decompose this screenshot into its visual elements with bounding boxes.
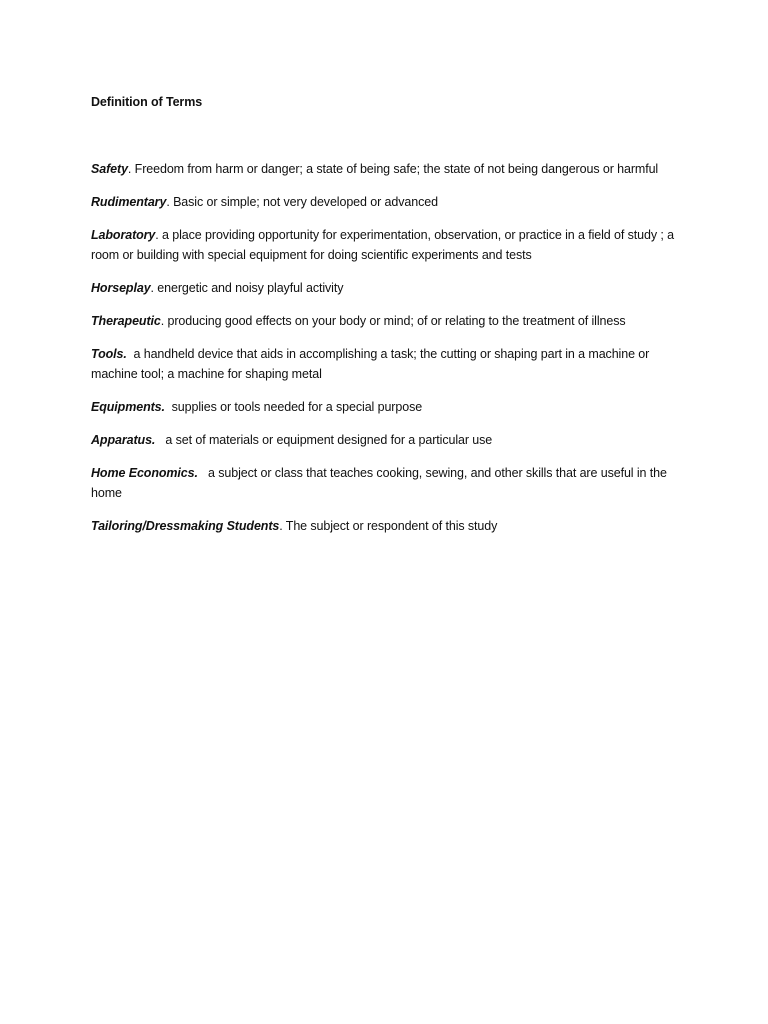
page-title: Definition of Terms (91, 95, 203, 109)
definition-item-therapeutic (91, 311, 681, 331)
term-definition: a set of materials or equipment designed for a particular use (165, 433, 493, 447)
term-definition: The subject or respondent of this study (285, 519, 498, 533)
term-separator: . (127, 162, 135, 176)
term-name: Tools. (91, 347, 127, 361)
term-definition: energetic and noisy playful activity (157, 281, 344, 295)
term-definition: a handheld device that aids in accomplishing a task; the cutting or shaping part in a machine or machine tool; a machine for shaping metal (91, 347, 650, 381)
term-definition: supplies or tools needed for a special purpose (171, 400, 423, 414)
definition-item-laboratory (91, 225, 681, 265)
term-separator: . (279, 519, 286, 533)
definition-item-rudimentary (91, 192, 681, 212)
term-definition: Basic or simple; not very developed or advanced (173, 195, 438, 209)
term-definition: a subject or class that teaches cooking, sewing, and other skills that are useful in the home (91, 466, 667, 500)
term-definition: producing good effects on your body or mind; of or relating to the treatment of illness (167, 314, 626, 328)
definition-item-home-economics (91, 463, 681, 503)
term-separator: . (160, 314, 168, 328)
definition-item-horseplay (91, 278, 681, 298)
definition-item-tools (91, 344, 681, 384)
definition-item-equipments (91, 397, 681, 417)
term-separator (127, 347, 134, 361)
term-name: Horseplay (91, 281, 151, 295)
definition-item-safety (91, 159, 681, 179)
term-name: Safety (91, 162, 128, 176)
term-separator: . (155, 228, 163, 242)
term-definition: a place providing opportunity for experimentation, observation, or practice in a field of study ; a room or building with special equipment for doing scientific experiments and tests (91, 228, 674, 262)
term-name: Laboratory (91, 228, 156, 242)
definition-item-tailoring-dressmaking-students (91, 516, 681, 536)
term-separator (165, 400, 172, 414)
term-name: Rudimentary (91, 195, 167, 209)
term-name: Therapeutic (91, 314, 161, 328)
definition-list (91, 159, 681, 549)
term-name: Equipments. (91, 400, 165, 414)
term-separator (198, 466, 208, 480)
term-separator: . (150, 281, 158, 295)
term-definition: Freedom from harm or danger; a state of being safe; the state of not being dangerous or harmful (134, 162, 659, 176)
term-name: Home Economics. (91, 466, 198, 480)
term-name: Apparatus. (91, 433, 156, 447)
term-name: Tailoring/Dressmaking Students (91, 519, 280, 533)
term-separator (155, 433, 165, 447)
term-separator: . (166, 195, 174, 209)
definition-item-apparatus (91, 430, 681, 450)
